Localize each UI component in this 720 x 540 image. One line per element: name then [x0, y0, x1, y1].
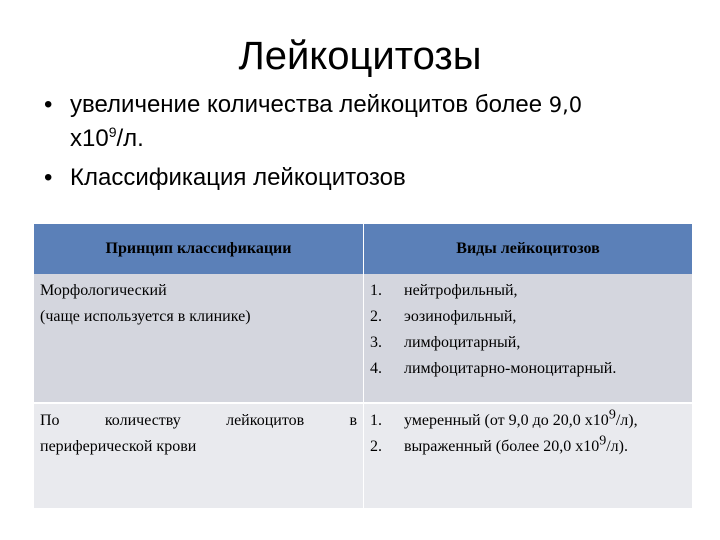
principle-morphological: Морфологический: [40, 282, 167, 299]
principle-note: (чаще используется в клинике): [40, 308, 251, 325]
list-number: 1.: [370, 282, 382, 299]
list-text-unit: /л).: [606, 438, 628, 455]
bullet-item-definition: [44, 88, 684, 156]
types-list: [370, 408, 686, 460]
list-number: 3.: [370, 334, 382, 351]
list-item: [370, 278, 686, 304]
list-item: [370, 304, 686, 330]
list-item: [370, 434, 686, 460]
list-text: лимфоцитарно-моноцитарный.: [404, 360, 617, 377]
list-number: 2.: [370, 438, 382, 455]
classification-text: Классификация лейкоцитозов: [70, 164, 406, 191]
list-item: [370, 330, 686, 356]
definition-unit: /л.: [116, 125, 144, 152]
definition-multiplier: х10: [70, 125, 109, 152]
list-number: 4.: [370, 360, 382, 377]
definition-text: увеличение количества лейкоцитов более: [70, 91, 549, 118]
list-exponent: 9: [608, 407, 616, 423]
list-text: лимфоцитарный,: [404, 334, 521, 351]
types-cell: [364, 274, 693, 403]
principle-cell: [34, 403, 364, 508]
list-text-main: выраженный (более 20,0 х10: [404, 438, 600, 455]
definition-number: 9,0: [548, 93, 583, 117]
table-row: [34, 403, 692, 508]
list-number: 1.: [370, 412, 382, 429]
principle-blood: периферической крови: [40, 438, 197, 455]
types-list: [370, 278, 686, 382]
bullet-list: [44, 88, 684, 200]
classification-table: [34, 224, 692, 508]
slide-title: Лейкоцитозы: [238, 34, 482, 78]
list-number: 2.: [370, 308, 382, 325]
table-row: [34, 274, 692, 403]
list-exponent: 9: [599, 433, 607, 449]
list-text-unit: /л),: [615, 412, 638, 429]
bullet-item-classification: [44, 161, 684, 195]
list-text: [404, 408, 638, 434]
list-text: [404, 434, 628, 460]
principle-quantity: По количеству лейкоцитов в: [40, 412, 357, 429]
definition-exponent: 9: [108, 124, 117, 140]
list-text: нейтрофильный,: [404, 282, 518, 299]
list-item: [370, 408, 686, 434]
table-header-row: [34, 224, 692, 274]
header-principle: Принцип классификации: [34, 224, 364, 274]
types-cell: [364, 403, 693, 508]
principle-cell: [34, 274, 364, 403]
header-types: Виды лейкоцитозов: [364, 224, 693, 274]
list-text: эозинофильный,: [404, 308, 517, 325]
list-item: [370, 356, 686, 382]
list-text-main: умеренный (от 9,0 до 20,0 х10: [404, 412, 609, 429]
